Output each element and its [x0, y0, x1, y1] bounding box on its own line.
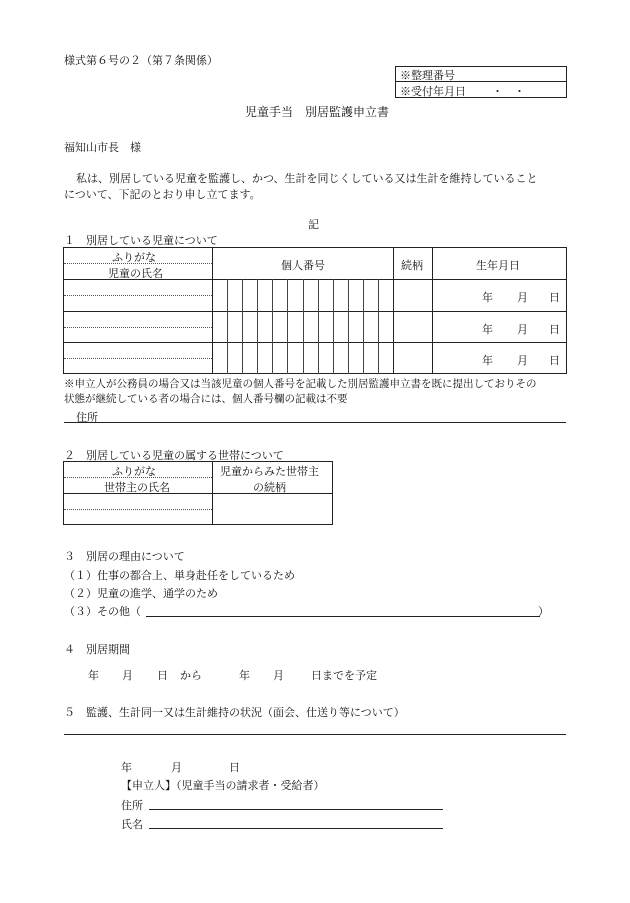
col-line	[393, 247, 394, 374]
household-header-furigana: ふりがな	[112, 465, 156, 478]
form-id: 様式第６号の２（第７条関係）	[64, 54, 218, 67]
ki-label: 記	[308, 218, 319, 231]
individual-no-note-2: 状態が継続している者の場合には、個人番号欄の記載は不要	[64, 393, 348, 405]
household-head-name-input[interactable]	[66, 511, 210, 524]
applicant-name-label: 氏名	[121, 818, 143, 831]
custody-status-underline	[64, 734, 566, 735]
child-furigana-input[interactable]	[66, 344, 210, 357]
received-date-label: ※受付年月日	[400, 85, 466, 98]
header-individual-no: 個人番号	[281, 259, 325, 272]
applicant-address-underline	[149, 809, 443, 810]
birth-year-label: 年	[482, 291, 493, 304]
col-line	[212, 247, 213, 374]
child-relation-input[interactable]	[395, 348, 430, 366]
child-furigana-input[interactable]	[66, 313, 210, 326]
birth-month-label: 月	[517, 354, 528, 367]
applicant-label: 【申立人】（児童手当の請求者・受給者）	[121, 779, 325, 792]
child-name-input[interactable]	[66, 360, 210, 373]
sign-date-year: 年	[121, 761, 132, 774]
header-relation: 続柄	[401, 259, 423, 272]
household-header-relation-1: 児童からみた世帯主	[220, 465, 319, 478]
reason-option-1[interactable]: （１）仕事の都合上、単身赴任をしているため	[64, 569, 295, 582]
digit-divider	[242, 279, 243, 374]
period-from-day: 日	[157, 669, 168, 682]
household-furigana-divider	[64, 509, 212, 510]
digit-divider	[318, 279, 319, 374]
section2-heading: ２ 別居している児童の属する世帯について	[64, 449, 284, 462]
ref-no-label: ※整理番号	[400, 69, 455, 82]
header-child-name: 児童の氏名	[108, 267, 163, 280]
digit-divider	[348, 279, 349, 374]
household-head-furigana-input[interactable]	[66, 495, 210, 508]
section1-heading: １ 別居している児童について	[64, 234, 218, 247]
sign-date-day: 日	[229, 761, 240, 774]
custody-status-input[interactable]	[64, 718, 564, 732]
child-relation-input[interactable]	[395, 285, 430, 303]
household-relation-input[interactable]	[215, 500, 330, 518]
period-from-month: 月	[122, 669, 133, 682]
applicant-name-underline	[149, 828, 443, 829]
section3-heading: ３ 別居の理由について	[64, 550, 185, 563]
reason-other-close-paren: ）	[538, 605, 549, 618]
digit-divider	[303, 279, 304, 374]
reason-other-input[interactable]	[150, 601, 538, 615]
birth-month-label: 月	[517, 291, 528, 304]
digit-divider	[378, 279, 379, 374]
period-to-year: 年	[239, 669, 250, 682]
header-furigana: ふりがな	[112, 251, 156, 264]
addressee: 福知山市長 様	[64, 141, 141, 154]
section5-heading: ５ 監護、生計同一又は生計維持の状況（面会、仕送り等について）	[64, 706, 405, 719]
section4-heading: ４ 別居期間	[64, 643, 130, 656]
birth-month-label: 月	[517, 323, 528, 336]
birth-day-label: 日	[549, 323, 560, 336]
child-relation-input[interactable]	[395, 317, 430, 335]
digit-divider	[257, 279, 258, 374]
reason-other-underline	[146, 616, 540, 617]
furigana-divider	[64, 295, 212, 296]
intro-line-1: 私は、別居している児童を監護し、かつ、生計を同じくしている又は生計を維持していること	[76, 172, 538, 185]
header-birthdate: 生年月日	[476, 259, 520, 272]
household-col-line	[212, 461, 213, 525]
child-furigana-input[interactable]	[66, 281, 210, 294]
period-to-day-until: 日までを予定	[311, 669, 377, 682]
digit-divider	[227, 279, 228, 374]
birth-day-label: 日	[549, 354, 560, 367]
child-address-underline	[64, 422, 566, 423]
children-row-line	[63, 342, 567, 343]
reason-option-2[interactable]: （２）児童の進学、通学のため	[64, 587, 218, 600]
birth-year-label: 年	[482, 354, 493, 367]
digit-divider	[333, 279, 334, 374]
period-from-year: 年	[88, 669, 99, 682]
received-date-dots: ・ ・	[492, 85, 525, 98]
col-line	[432, 247, 433, 374]
applicant-address-input[interactable]	[151, 795, 441, 809]
household-header-name: 世帯主の氏名	[104, 481, 170, 494]
household-header-relation-2: の続柄	[253, 481, 286, 494]
page-title: 児童手当 別居監護申立書	[245, 105, 390, 119]
applicant-name-input[interactable]	[151, 814, 441, 828]
child-address-input[interactable]	[104, 407, 564, 421]
digit-divider	[287, 279, 288, 374]
sign-date-month: 月	[171, 761, 182, 774]
individual-no-note-1: ※申立人が公務員の場合又は当該児童の個人番号を記載した別居監護申立書を既に提出しておりその	[64, 378, 537, 390]
intro-line-2: について、下記のとおり申し立てます。	[64, 188, 261, 201]
reason-option-3[interactable]: （３）その他（	[64, 605, 141, 618]
applicant-address-label: 住所	[121, 799, 143, 812]
child-address-label: 住所	[76, 411, 98, 424]
digit-divider	[272, 279, 273, 374]
period-from-label: から	[180, 669, 202, 682]
children-row-line	[63, 311, 567, 312]
child-name-input[interactable]	[66, 329, 210, 342]
child-name-input[interactable]	[66, 297, 210, 310]
furigana-divider	[64, 358, 212, 359]
period-to-month: 月	[273, 669, 284, 682]
birth-day-label: 日	[549, 291, 560, 304]
birth-year-label: 年	[482, 323, 493, 336]
digit-divider	[363, 279, 364, 374]
furigana-divider	[64, 327, 212, 328]
